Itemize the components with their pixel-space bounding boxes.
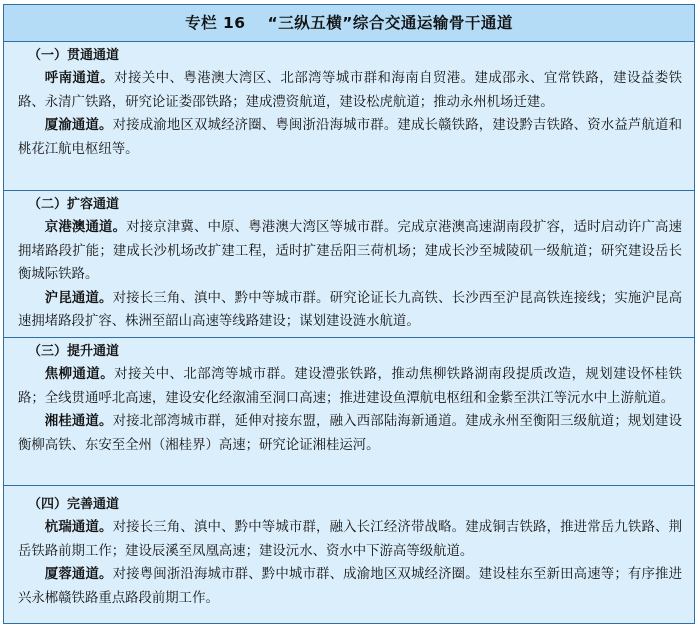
corridor-paragraph: [18, 563, 682, 610]
corridor-name: 厦渝通道。: [44, 118, 113, 133]
corridor-text: 对接京津冀、中原、粤港澳大湾区等城市群。完成京港澳高速湖南段扩容，适时启动许广高速拥堵路段扩能；建成长沙机场改扩建工程，适时扩建岳阳三荷机场；建成长沙至城陵矶一级航道；研究建设岳长衡城际铁路。: [18, 220, 683, 282]
corridor-name: 沪昆通道。: [44, 290, 113, 306]
corridor-paragraph: [18, 114, 682, 161]
corridor-text: 对接长三角、滇中、黔中等城市群，融入长江经济带战略。建成铜吉铁路，推进常岳九铁路、荆岳铁路前期工作；建设辰溪至凤凰高速；建设沅水、资水中下游高等级航道。: [18, 520, 683, 559]
section-title: （三）提升通道: [28, 344, 120, 359]
section-title: （二）扩容通道: [28, 197, 120, 212]
section-expansion-corridors: [4, 191, 694, 338]
corridor-name: 焦柳通道。: [44, 367, 115, 382]
corridor-text: 对接长三角、滇中、黔中等城市群。研究论证长九高铁、长沙西至沪昆高铁连接线；实施沪昆高速拥堵路段扩容、株洲至韶山高速等线路建设；谋划建设涟水航道。: [18, 290, 683, 329]
corridor-name: 京港澳通道。: [44, 220, 127, 235]
corridor-text: 对接关中、粤港澳大湾区、北部湾等城市群和海南自贸港。建成邵永、宜常铁路，建设益娄铁路、永清广铁路，研究论证娄邵铁路；建成澧资航道，建设松虎航道；推动永州机场迁建。: [18, 71, 682, 110]
column-label: 专栏 16: [185, 14, 246, 32]
corridor-paragraph: [18, 216, 682, 287]
corridor-paragraph: [18, 67, 682, 114]
section-improvement-corridors: [4, 486, 694, 622]
section-title: （四）完善通道: [28, 497, 120, 512]
corridor-paragraph: [18, 516, 682, 563]
corridor-name: 厦蓉通道。: [44, 567, 113, 582]
section-through-corridors: [4, 42, 694, 191]
column-title: “三纵五横”综合交通运输骨干通道: [267, 14, 513, 32]
corridor-paragraph: [18, 410, 682, 457]
corridor-text: 对接北部湾城市群，延伸对接东盟，融入西部陆海新通道。建成永州至衡阳三级航道；规划建设衡柳高铁、东安至全州（湘桂界）高速；研究论证湘桂运河。: [18, 414, 683, 453]
corridor-text: 对接粤闽浙沿海城市群、黔中城市群、成渝地区双城经济圈。建设桂东至新田高速等；有序推进兴永郴赣铁路重点路段前期工作。: [18, 567, 683, 606]
column-box: [3, 4, 695, 624]
section-title: （一）贯通通道: [28, 48, 120, 63]
corridor-text: 对接关中、北部湾等城市群。建设澧张铁路，推动焦柳铁路湖南段提质改造，规划建设怀桂铁路；全线贯通呼北高速，建设安化经溆浦至洞口高速；推进建设鱼潭航电枢纽和金紫至洪江等沅水中上游航道。: [18, 367, 682, 406]
corridor-paragraph: [18, 363, 682, 410]
section-upgrade-corridors: [4, 338, 694, 486]
corridor-text: 对接成渝地区双城经济圈、粤闽浙沿海城市群。建成长赣铁路，建设黔吉铁路、资水益芦航道和桃花江航电枢纽等。: [18, 118, 683, 157]
column-header: [4, 5, 694, 42]
corridor-name: 湘桂通道。: [44, 414, 113, 429]
corridor-name: 呼南通道。: [44, 71, 115, 86]
corridor-name: 杭瑞通道。: [44, 520, 113, 535]
corridor-paragraph: [18, 287, 682, 334]
